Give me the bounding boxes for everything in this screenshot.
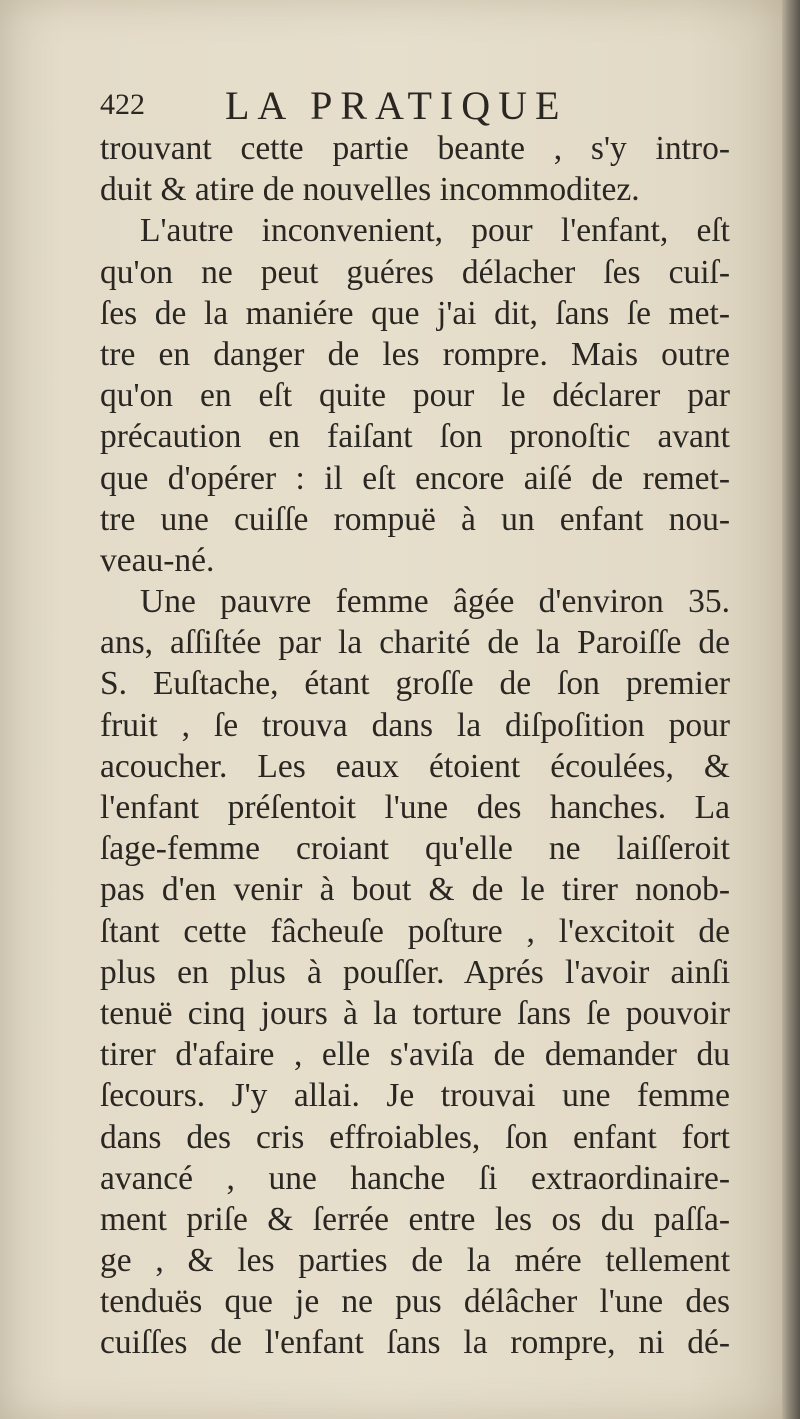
text-line: dans des cris effroiables, ſon enfant fort: [100, 1118, 730, 1156]
book-spine-edge: [782, 0, 800, 1419]
text-line: duit & atire de nouvelles incommoditez.: [100, 171, 640, 209]
text-line: tenuë cinq jours à la torture ſans ſe pouvoir: [100, 994, 730, 1032]
text-line: qu'on ne peut guéres délacher ſes cuiſ-: [100, 253, 730, 291]
text-line: tenduës que je ne pus délâcher l'une des: [100, 1283, 730, 1321]
text-line: tirer d'afaire , elle s'aviſa de demander du: [100, 1036, 730, 1074]
body-text: [100, 128, 730, 1364]
text-line: ſes de la maniére que j'ai dit, ſans ſe met-: [100, 294, 730, 332]
text-line: ſecours. J'y allai. Je trouvai une femme: [100, 1077, 730, 1115]
text-line: ſtant cette fâcheuſe poſture , l'excitoit de: [100, 912, 730, 950]
text-line: S. Euſtache, étant groſſe de ſon premier: [100, 665, 730, 703]
text-line: avancé , une hanche ſi extraordinaire-: [100, 1159, 730, 1197]
text-line: précaution en faiſant ſon pronoſtic avant: [100, 418, 730, 456]
text-line: Une pauvre femme âgée d'environ 35.: [140, 583, 730, 621]
text-line: L'autre inconvenient, pour l'enfant, eſt: [140, 212, 730, 250]
text-line: fruit , ſe trouva dans la diſpoſition pour: [100, 706, 730, 744]
page-number: 422: [100, 88, 145, 121]
text-line: tre en danger de les rompre. Mais outre: [100, 335, 730, 373]
text-line: ans, aſſiſtée par la charité de la Paroiſſe de: [100, 624, 730, 662]
text-line: ment priſe & ſerrée entre les os du paſſa-: [100, 1200, 730, 1238]
text-line: acoucher. Les eaux étoient écoulées, &: [100, 747, 730, 785]
page-header: [100, 82, 730, 132]
text-line: que d'opérer : il eſt encore aiſé de remet-: [100, 459, 730, 497]
text-line: pas d'en venir à bout & de le tirer nonob-: [100, 871, 730, 909]
text-line: ſage-femme croiant qu'elle ne laiſſeroit: [100, 830, 730, 868]
text-line: cuiſſes de l'enfant ſans la rompre, ni dé-: [100, 1324, 730, 1362]
running-head: LA PRATIQUE: [225, 83, 568, 128]
text-line: qu'on en eſt quite pour le déclarer par: [100, 377, 730, 415]
text-line: tre une cuiſſe rompuë à un enfant nou-: [100, 500, 730, 538]
text-line: trouvant cette partie beante , s'y intro-: [100, 130, 730, 167]
text-line: ge , & les parties de la mére tellement: [100, 1242, 730, 1280]
text-line: veau-né.: [100, 541, 215, 579]
text-line: plus en plus à pouſſer. Aprés l'avoir ainſi: [100, 953, 730, 991]
text-line: l'enfant préſentoit l'une des hanches. La: [100, 789, 730, 826]
